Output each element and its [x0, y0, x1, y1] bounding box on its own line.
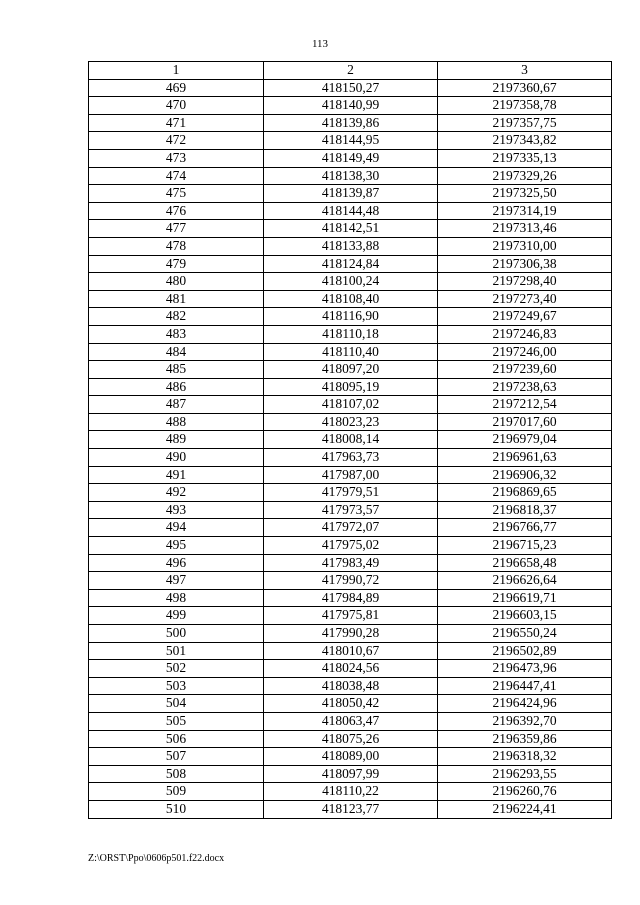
table-row [89, 361, 612, 379]
y-coordinate-cell: 2197246,00 [438, 343, 612, 361]
table-header-row [89, 62, 612, 80]
point-number-cell: 488 [89, 413, 264, 431]
x-coordinate-cell: 417972,07 [264, 519, 438, 537]
y-coordinate-cell: 2197212,54 [438, 396, 612, 414]
point-number-cell: 481 [89, 290, 264, 308]
y-coordinate-cell: 2197343,82 [438, 132, 612, 150]
x-coordinate-cell: 417990,28 [264, 625, 438, 643]
page-number: 113 [311, 38, 329, 50]
x-coordinate-cell: 418139,87 [264, 185, 438, 203]
table-row [89, 642, 612, 660]
point-number-cell: 501 [89, 642, 264, 660]
y-coordinate-cell: 2196293,55 [438, 765, 612, 783]
x-coordinate-cell: 418097,99 [264, 765, 438, 783]
point-number-cell: 506 [89, 730, 264, 748]
point-number-cell: 496 [89, 554, 264, 572]
x-coordinate-cell: 417973,57 [264, 501, 438, 519]
point-number-cell: 498 [89, 589, 264, 607]
x-coordinate-cell: 417984,89 [264, 589, 438, 607]
x-coordinate-cell: 417979,51 [264, 484, 438, 502]
point-number-cell: 510 [89, 800, 264, 818]
table-row [89, 449, 612, 467]
point-number-cell: 476 [89, 202, 264, 220]
point-number-cell: 475 [89, 185, 264, 203]
table-row [89, 712, 612, 730]
point-number-cell: 493 [89, 501, 264, 519]
x-coordinate-cell: 417983,49 [264, 554, 438, 572]
y-coordinate-cell: 2196979,04 [438, 431, 612, 449]
y-coordinate-cell: 2196318,32 [438, 748, 612, 766]
point-number-cell: 479 [89, 255, 264, 273]
point-number-cell: 486 [89, 378, 264, 396]
y-coordinate-cell: 2197314,19 [438, 202, 612, 220]
y-coordinate-cell: 2197246,83 [438, 325, 612, 343]
table-row [89, 501, 612, 519]
point-number-cell: 473 [89, 149, 264, 167]
x-coordinate-cell: 418010,67 [264, 642, 438, 660]
x-coordinate-cell: 417975,81 [264, 607, 438, 625]
table-row [89, 220, 612, 238]
x-coordinate-cell: 417990,72 [264, 572, 438, 590]
point-number-cell: 487 [89, 396, 264, 414]
x-coordinate-cell: 418149,49 [264, 149, 438, 167]
y-coordinate-cell: 2196906,32 [438, 466, 612, 484]
table-row [89, 255, 612, 273]
table-row [89, 537, 612, 555]
x-coordinate-cell: 418063,47 [264, 712, 438, 730]
point-number-cell: 492 [89, 484, 264, 502]
point-number-cell: 508 [89, 765, 264, 783]
table-row [89, 97, 612, 115]
table-row [89, 237, 612, 255]
x-coordinate-cell: 418116,90 [264, 308, 438, 326]
x-coordinate-cell: 418089,00 [264, 748, 438, 766]
x-coordinate-cell: 418095,19 [264, 378, 438, 396]
y-coordinate-cell: 2196424,96 [438, 695, 612, 713]
y-coordinate-cell: 2196359,86 [438, 730, 612, 748]
y-coordinate-cell: 2196447,41 [438, 677, 612, 695]
x-coordinate-cell: 418133,88 [264, 237, 438, 255]
table-row [89, 695, 612, 713]
column-header-2: 2 [264, 62, 438, 80]
x-coordinate-cell: 418140,99 [264, 97, 438, 115]
table-row [89, 607, 612, 625]
point-number-cell: 482 [89, 308, 264, 326]
y-coordinate-cell: 2196658,48 [438, 554, 612, 572]
point-number-cell: 494 [89, 519, 264, 537]
table-row [89, 783, 612, 801]
point-number-cell: 495 [89, 537, 264, 555]
point-number-cell: 469 [89, 79, 264, 97]
table-row [89, 132, 612, 150]
table-row [89, 149, 612, 167]
x-coordinate-cell: 418110,18 [264, 325, 438, 343]
point-number-cell: 503 [89, 677, 264, 695]
column-header-3: 3 [438, 62, 612, 80]
x-coordinate-cell: 418008,14 [264, 431, 438, 449]
y-coordinate-cell: 2197335,13 [438, 149, 612, 167]
table-row [89, 290, 612, 308]
y-coordinate-cell: 2197306,38 [438, 255, 612, 273]
y-coordinate-cell: 2197239,60 [438, 361, 612, 379]
y-coordinate-cell: 2196619,71 [438, 589, 612, 607]
x-coordinate-cell: 418150,27 [264, 79, 438, 97]
table-row [89, 273, 612, 291]
table-row [89, 413, 612, 431]
point-number-cell: 499 [89, 607, 264, 625]
y-coordinate-cell: 2196603,15 [438, 607, 612, 625]
y-coordinate-cell: 2197249,67 [438, 308, 612, 326]
x-coordinate-cell: 418144,95 [264, 132, 438, 150]
point-number-cell: 490 [89, 449, 264, 467]
point-number-cell: 507 [89, 748, 264, 766]
table-row [89, 484, 612, 502]
point-number-cell: 470 [89, 97, 264, 115]
x-coordinate-cell: 417987,00 [264, 466, 438, 484]
table-body [89, 79, 612, 818]
table-row [89, 589, 612, 607]
table-row [89, 167, 612, 185]
y-coordinate-cell: 2196224,41 [438, 800, 612, 818]
point-number-cell: 502 [89, 660, 264, 678]
table-row [89, 800, 612, 818]
point-number-cell: 478 [89, 237, 264, 255]
table-row [89, 378, 612, 396]
x-coordinate-cell: 418108,40 [264, 290, 438, 308]
point-number-cell: 477 [89, 220, 264, 238]
y-coordinate-cell: 2197313,46 [438, 220, 612, 238]
table-row [89, 202, 612, 220]
table-row [89, 625, 612, 643]
y-coordinate-cell: 2197310,00 [438, 237, 612, 255]
point-number-cell: 504 [89, 695, 264, 713]
table-row [89, 748, 612, 766]
table-row [89, 554, 612, 572]
point-number-cell: 480 [89, 273, 264, 291]
x-coordinate-cell: 418110,22 [264, 783, 438, 801]
x-coordinate-cell: 417963,73 [264, 449, 438, 467]
y-coordinate-cell: 2196961,63 [438, 449, 612, 467]
y-coordinate-cell: 2197360,67 [438, 79, 612, 97]
x-coordinate-cell: 418124,84 [264, 255, 438, 273]
point-number-cell: 483 [89, 325, 264, 343]
table-row [89, 79, 612, 97]
y-coordinate-cell: 2196869,65 [438, 484, 612, 502]
table-row [89, 114, 612, 132]
y-coordinate-cell: 2197325,50 [438, 185, 612, 203]
point-number-cell: 485 [89, 361, 264, 379]
x-coordinate-cell: 418142,51 [264, 220, 438, 238]
x-coordinate-cell: 418097,20 [264, 361, 438, 379]
table-row [89, 519, 612, 537]
table-row [89, 185, 612, 203]
footer-file-path: Z:\ORST\Ppo\0606p501.f22.docx [88, 853, 225, 864]
table-row [89, 396, 612, 414]
x-coordinate-cell: 418110,40 [264, 343, 438, 361]
x-coordinate-cell: 418023,23 [264, 413, 438, 431]
y-coordinate-cell: 2196818,37 [438, 501, 612, 519]
x-coordinate-cell: 417975,02 [264, 537, 438, 555]
y-coordinate-cell: 2197273,40 [438, 290, 612, 308]
table-row [89, 677, 612, 695]
point-number-cell: 505 [89, 712, 264, 730]
x-coordinate-cell: 418100,24 [264, 273, 438, 291]
point-number-cell: 489 [89, 431, 264, 449]
x-coordinate-cell: 418123,77 [264, 800, 438, 818]
y-coordinate-cell: 2196715,23 [438, 537, 612, 555]
y-coordinate-cell: 2197017,60 [438, 413, 612, 431]
y-coordinate-cell: 2196626,64 [438, 572, 612, 590]
point-number-cell: 497 [89, 572, 264, 590]
x-coordinate-cell: 418038,48 [264, 677, 438, 695]
point-number-cell: 500 [89, 625, 264, 643]
y-coordinate-cell: 2196502,89 [438, 642, 612, 660]
y-coordinate-cell: 2197298,40 [438, 273, 612, 291]
y-coordinate-cell: 2196550,24 [438, 625, 612, 643]
x-coordinate-cell: 418107,02 [264, 396, 438, 414]
point-number-cell: 509 [89, 783, 264, 801]
y-coordinate-cell: 2196260,76 [438, 783, 612, 801]
table-row [89, 431, 612, 449]
coordinates-table [88, 61, 612, 819]
table-row [89, 308, 612, 326]
point-number-cell: 491 [89, 466, 264, 484]
column-header-1: 1 [89, 62, 264, 80]
x-coordinate-cell: 418138,30 [264, 167, 438, 185]
y-coordinate-cell: 2196392,70 [438, 712, 612, 730]
y-coordinate-cell: 2197329,26 [438, 167, 612, 185]
table-row [89, 325, 612, 343]
x-coordinate-cell: 418139,86 [264, 114, 438, 132]
x-coordinate-cell: 418050,42 [264, 695, 438, 713]
table-row [89, 343, 612, 361]
y-coordinate-cell: 2196766,77 [438, 519, 612, 537]
table-row [89, 765, 612, 783]
x-coordinate-cell: 418075,26 [264, 730, 438, 748]
x-coordinate-cell: 418024,56 [264, 660, 438, 678]
table-row [89, 660, 612, 678]
y-coordinate-cell: 2197238,63 [438, 378, 612, 396]
y-coordinate-cell: 2197357,75 [438, 114, 612, 132]
x-coordinate-cell: 418144,48 [264, 202, 438, 220]
y-coordinate-cell: 2196473,96 [438, 660, 612, 678]
table-row [89, 466, 612, 484]
table-row [89, 572, 612, 590]
point-number-cell: 484 [89, 343, 264, 361]
y-coordinate-cell: 2197358,78 [438, 97, 612, 115]
table-row [89, 730, 612, 748]
point-number-cell: 474 [89, 167, 264, 185]
point-number-cell: 471 [89, 114, 264, 132]
point-number-cell: 472 [89, 132, 264, 150]
